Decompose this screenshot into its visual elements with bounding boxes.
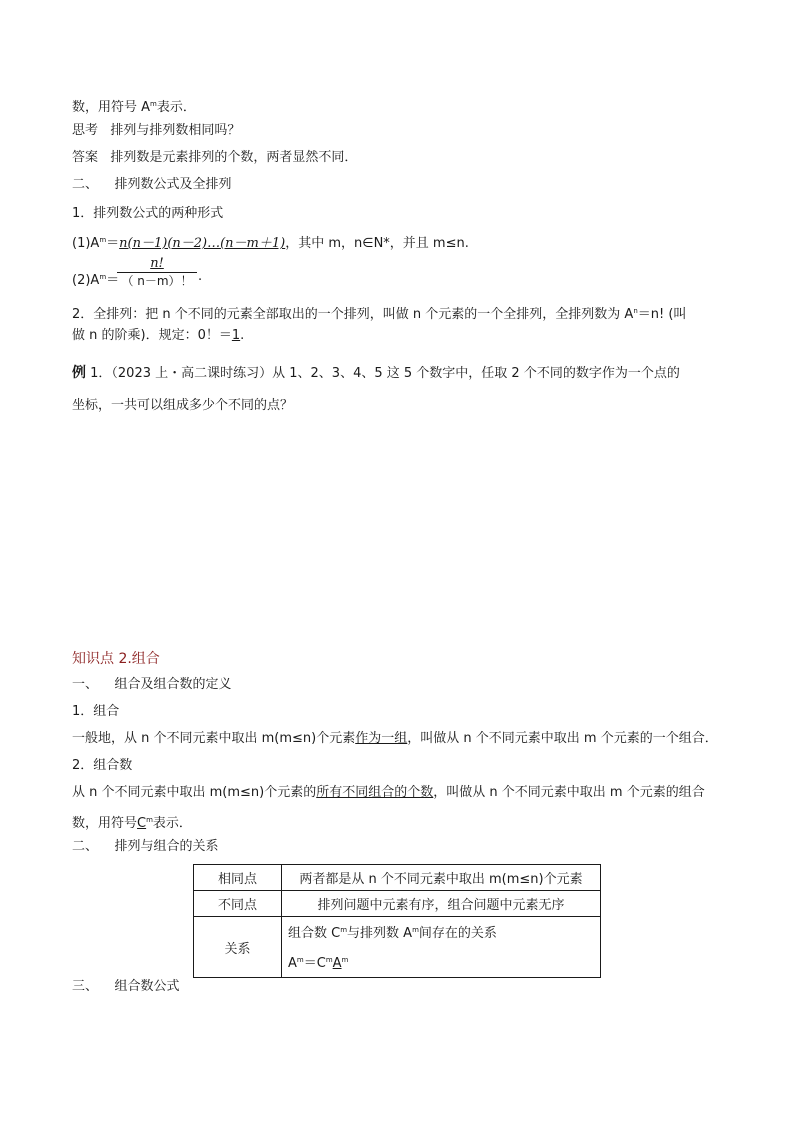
item-2-line-2: 做 n 的阶乘)．规定：0！＝1. — [72, 328, 245, 343]
item-2-line-1: 2．全排列：把 n 个不同的元素全部取出的一个排列，叫做 n 个元素的一个全排列，全排列数为 $A^n=n$! (叫 — [72, 307, 687, 322]
table-header-diff: 不同点 — [194, 891, 282, 917]
think-text: 排列与排列数相同吗？ — [110, 123, 241, 138]
table-header-same: 相同点 — [194, 865, 282, 891]
table-row — [194, 917, 601, 978]
combination-section-1: 一、 组合及组合数的定义 — [72, 677, 232, 692]
formula-2: $(2)A^m=$ — [72, 273, 120, 288]
combination-section-2: 二、 排列与组合的关系 — [72, 839, 219, 854]
example-1-line-2: 坐标，一共可以组成多少个不同的点？ — [72, 398, 294, 413]
combination-section-3: 三、 组合数公式 — [72, 979, 180, 994]
think-line — [72, 122, 240, 140]
section-heading-2: 二、 排列数公式及全排列 — [72, 177, 232, 192]
answer-text: 排列数是元素排列的个数，两者显然不同． — [110, 150, 358, 165]
combination-number-line-2: 数，用符号$C^m$表示． — [72, 816, 192, 831]
combination-number-line-1: 从 n 个不同元素中取出 m(m≤n)个元素的所有不同组合的个数，叫做从 n 个不同元素中取出 m 个元素的组合 — [72, 785, 705, 800]
table-value-same: 两者都是从 n 个不同元素中取出 m(m≤n)个元素 — [282, 865, 601, 891]
factorial-fraction — [117, 256, 197, 289]
formula-1: $(1)A^m=n(n-1)(n-2)\dots(n-m+1)$，其中 m，n∈N*，并且 m≤n. — [72, 236, 469, 251]
answer-label: 答案 — [72, 150, 99, 165]
knowledge-point-2-heading: 知识点 2.组合 — [72, 651, 160, 667]
combination-item-1: 1．组合 — [72, 704, 120, 719]
combination-definition: 一般地，从 n 个不同元素中取出 m(m≤n)个元素作为一组，叫做从 n 个不同元素中取出 m 个元素的一个组合． — [72, 731, 718, 746]
table-row — [194, 891, 601, 917]
line-symbol-notation: 数，用符号 $A^m$表示． — [72, 100, 196, 115]
table-header-relation: 关系 — [194, 917, 282, 978]
table-row — [194, 865, 601, 891]
formula-2-period: . — [198, 269, 203, 284]
think-label: 思考 — [72, 123, 99, 138]
example-1-line-1: 例 1．（2023 上・高二课时练习）从 1、2、3、4、5 这 5 个数字中，任取 2 个不同的数字作为一个点的 — [72, 365, 680, 381]
answer-line — [72, 149, 357, 167]
example-label: 例 — [72, 365, 86, 381]
item-1-title: 1．排列数公式的两种形式 — [72, 206, 224, 221]
fraction-numerator: n! — [150, 256, 164, 271]
combination-item-2: 2．组合数 — [72, 758, 133, 773]
table-value-relation: 组合数 $C^m$与排列数 $A^m$间存在的关系 $A^m=C^mA^m$ — [282, 917, 601, 978]
fraction-denominator: （ n－m）！ — [117, 272, 197, 289]
table-value-diff: 排列问题中元素有序，组合问题中元素无序 — [282, 891, 601, 917]
relation-table — [193, 864, 601, 978]
